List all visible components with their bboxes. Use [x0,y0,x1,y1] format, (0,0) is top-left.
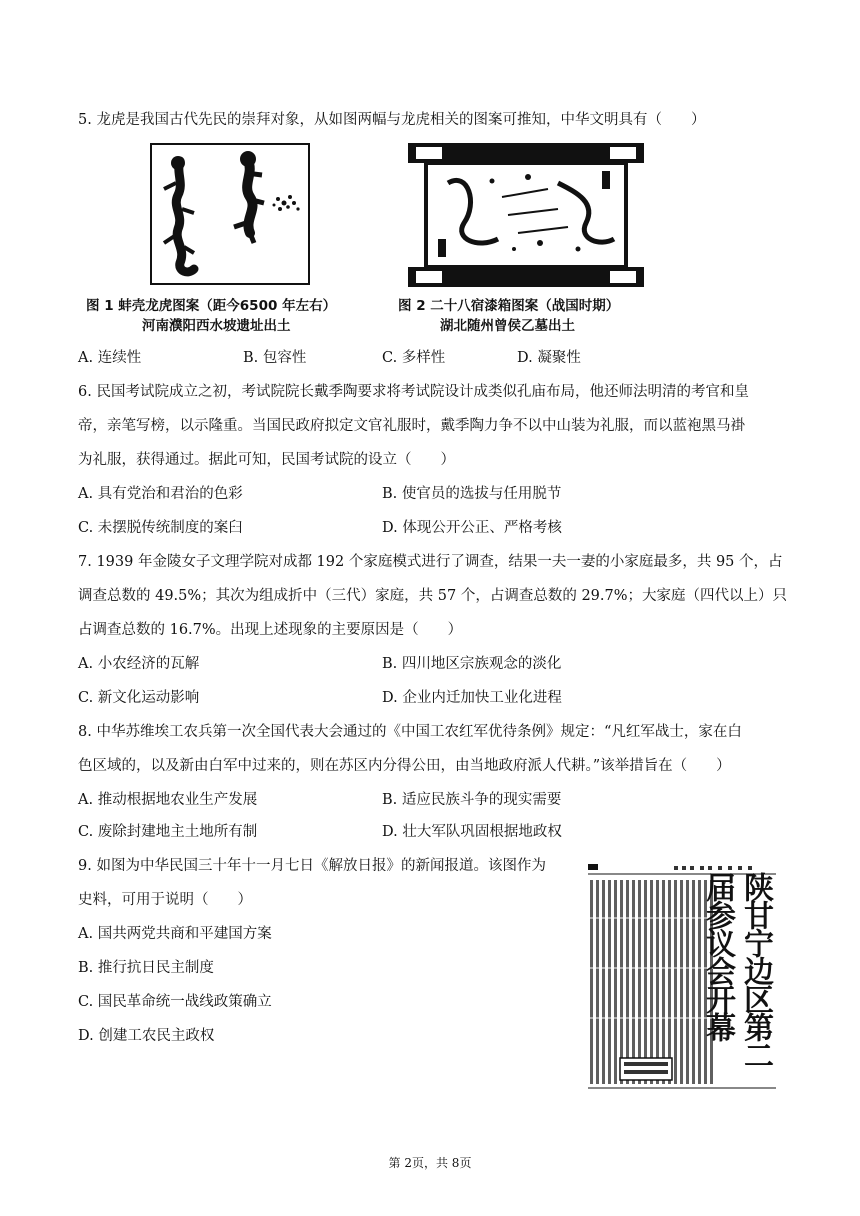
q6-stem-line-3: 为礼服，获得通过。据此可知，民国考试院的设立（ ） [78,452,455,468]
q6-option-b[interactable]: B. 使官员的选拔与任用脱节 [382,486,562,502]
figure-1-caption-line-1: 图 1 蚌壳龙虎图案（距今6500 年左右） [86,298,337,314]
q9-option-d[interactable]: D. 创建工农民主政权 [78,1028,215,1044]
figure-2-caption-line-2: 湖北随州曾侯乙墓出土 [440,318,575,334]
q8-option-b[interactable]: B. 适应民族斗争的现实需要 [382,792,562,808]
q8-stem-line-2: 色区域的，以及新由白军中过来的，则在苏区内分得公田，由当地政府派人代耕。”该举措旨在（ ） [78,758,731,774]
q9-option-a[interactable]: A. 国共两党共商和平建国方案 [78,926,272,942]
figure-1-caption-line-2: 河南濮阳西水坡遗址出土 [142,318,291,334]
figure-1-dragon-tiger-image [150,143,310,285]
q8-stem-line-1: 8. 中华苏维埃工农兵第一次全国代表大会通过的《中国工农红军优待条例》规定：“凡红军战士，家在白 [78,724,742,740]
figure-2-caption-line-1: 图 2 二十八宿漆箱图案（战国时期） [398,298,620,314]
q9-stem-line-1: 9. 如图为中华民国三十年十一月七日《解放日报》的新闻报道。该图作为 [78,858,546,874]
q6-option-d[interactable]: D. 体现公开公正、严格考核 [382,520,562,536]
figure-2-lacquer-box-image [408,143,644,287]
q7-option-a[interactable]: A. 小农经济的瓦解 [78,656,200,672]
q7-stem-line-1: 7. 1939 年金陵女子文理学院对成都 192 个家庭模式进行了调查，结果一夫一妻的小家庭最多，共 95 个，占 [78,554,783,570]
q5-option-a[interactable]: A. 连续性 [78,350,142,366]
q8-option-d[interactable]: D. 壮大军队巩固根据地政权 [382,824,562,840]
q6-option-a[interactable]: A. 具有党治和君治的色彩 [78,486,243,502]
page-footer: 第 2页，共 8页 [388,1156,472,1170]
q9-stem-line-2: 史料，可用于说明（ ） [78,892,252,908]
q7-stem-line-2: 调查总数的 49.5%；其次为组成折中（三代）家庭，共 57 个，占调查总数的 29.7%；大家庭（四代以上）只 [78,588,788,604]
q7-stem-line-3: 占调查总数的 16.7%。出现上述现象的主要原因是（ ） [78,622,463,638]
q5-option-d[interactable]: D. 凝聚性 [517,350,581,366]
newspaper-clipping-image [584,858,780,1098]
q6-stem-line-1: 6. 民国考试院成立之初，考试院院长戴季陶要求将考试院设计成类似孔庙布局，他还师法明清的考官和皇 [78,384,749,400]
newspaper-headline: 陕甘宁边区第二届参议会开幕 [700,872,773,1068]
q7-option-b[interactable]: B. 四川地区宗族观念的淡化 [382,656,562,672]
q8-option-c[interactable]: C. 废除封建地主土地所有制 [78,824,258,840]
q9-option-b[interactable]: B. 推行抗日民主制度 [78,960,214,976]
q6-option-c[interactable]: C. 未摆脱传统制度的案臼 [78,520,243,536]
q7-option-d[interactable]: D. 企业内迁加快工业化进程 [382,690,562,706]
q5-stem: 5. 龙虎是我国古代先民的崇拜对象，从如图两幅与龙虎相关的图案可推知，中华文明具有（ ） [78,112,706,128]
q9-option-c[interactable]: C. 国民革命统一战线政策确立 [78,994,272,1010]
q8-option-a[interactable]: A. 推动根据地农业生产发展 [78,792,258,808]
q5-option-c[interactable]: C. 多样性 [382,350,446,366]
q7-option-c[interactable]: C. 新文化运动影响 [78,690,200,706]
q6-stem-line-2: 帝，亲笔写榜，以示隆重。当国民政府拟定文官礼服时，戴季陶力争不以中山装为礼服，而以蓝袍黑马褂 [78,418,745,434]
q5-option-b[interactable]: B. 包容性 [243,350,307,366]
